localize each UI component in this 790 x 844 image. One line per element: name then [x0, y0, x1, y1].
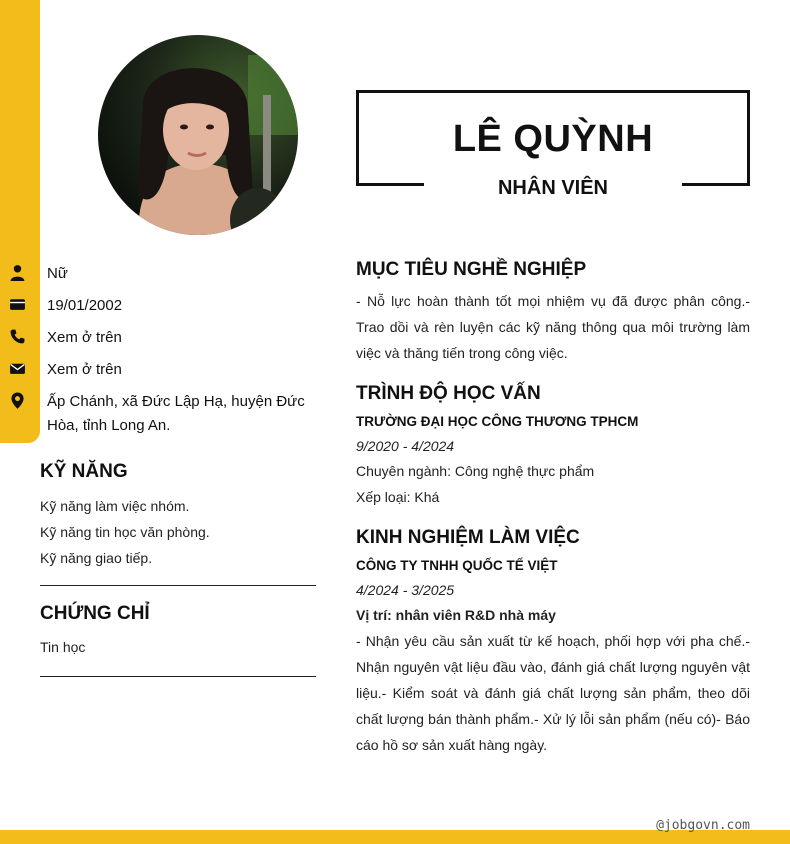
- experience-description: - Nhận yêu cầu sản xuất từ kế hoạch, phối hợp với pha chế.- Nhận nguyên vật liệu đầu vào, đánh giá chất lượng nguyên vật liệu.- Kiểm soát và đánh giá chất lượng sản phẩm, theo dõi chất lượng bán thành phẩm.- Xử lý lỗi sản phẩm (nếu có)- Báo cáo hồ sơ sản xuất hàng ngày.: [356, 633, 750, 753]
- watermark: @jobgovn.com: [656, 818, 750, 833]
- info-gender: Nữ: [0, 258, 320, 290]
- certificate-item: Tin học: [40, 639, 86, 655]
- left-column: [40, 460, 316, 677]
- education-rank: Xếp loại: Khá: [356, 489, 440, 505]
- objective-heading: MỤC TIÊU NGHỀ NGHIỆP: [356, 259, 587, 280]
- skill-item: Kỹ năng tin học văn phòng.: [40, 524, 210, 540]
- info-email: Xem ở trên: [0, 354, 320, 386]
- avatar: [98, 35, 298, 235]
- certificates-heading: CHỨNG CHỈ: [40, 603, 150, 624]
- experience-position: Vị trí: nhân viên R&D nhà máy: [356, 607, 556, 623]
- divider: [40, 676, 316, 677]
- education-period: 9/2020 - 4/2024: [356, 438, 455, 454]
- mail-icon: [9, 360, 26, 377]
- skills-section: [40, 460, 316, 586]
- experience-heading: KINH NGHIỆM LÀM VIỆC: [356, 527, 580, 548]
- contact-info: [0, 258, 320, 438]
- objective-section: [356, 258, 750, 366]
- education-heading: TRÌNH ĐỘ HỌC VẤN: [356, 383, 541, 404]
- skills-heading: KỸ NĂNG: [40, 461, 128, 482]
- experience-period: 4/2024 - 3/2025: [356, 582, 455, 598]
- education-section: [356, 382, 750, 510]
- info-phone: Xem ở trên: [0, 322, 320, 354]
- skill-item: Kỹ năng giao tiếp.: [40, 550, 153, 566]
- skill-item: Kỹ năng làm việc nhóm.: [40, 498, 190, 514]
- calendar-icon: [9, 296, 26, 313]
- school-name: TRƯỜNG ĐẠI HỌC CÔNG THƯƠNG TPHCM: [356, 414, 639, 429]
- experience-section: [356, 526, 750, 758]
- candidate-name: LÊ QUỲNH: [452, 118, 654, 160]
- info-birthday: 19/01/2002: [0, 290, 320, 322]
- right-column: [356, 258, 750, 758]
- education-major: Chuyên ngành: Công nghệ thực phẩm: [356, 463, 595, 479]
- company-name: CÔNG TY TNHH QUỐC TẾ VIỆT: [356, 558, 558, 573]
- info-address: Ấp Chánh, xã Đức Lập Hạ, huyện Đức Hòa, tỉnh Long An.: [0, 386, 320, 438]
- job-title: NHÂN VIÊN: [497, 177, 608, 199]
- certificates-section: [40, 602, 316, 677]
- name-box: [356, 90, 750, 199]
- divider: [40, 585, 316, 586]
- location-pin-icon: [9, 392, 26, 409]
- person-icon: [9, 264, 26, 281]
- objective-text: - Nỗ lực hoàn thành tốt mọi nhiệm vụ đã được phân công.- Trao dồi và rèn luyện các kỹ năng thông qua môi trường làm việc và thăng tiến trong công việc.: [356, 293, 750, 361]
- phone-icon: [9, 328, 26, 345]
